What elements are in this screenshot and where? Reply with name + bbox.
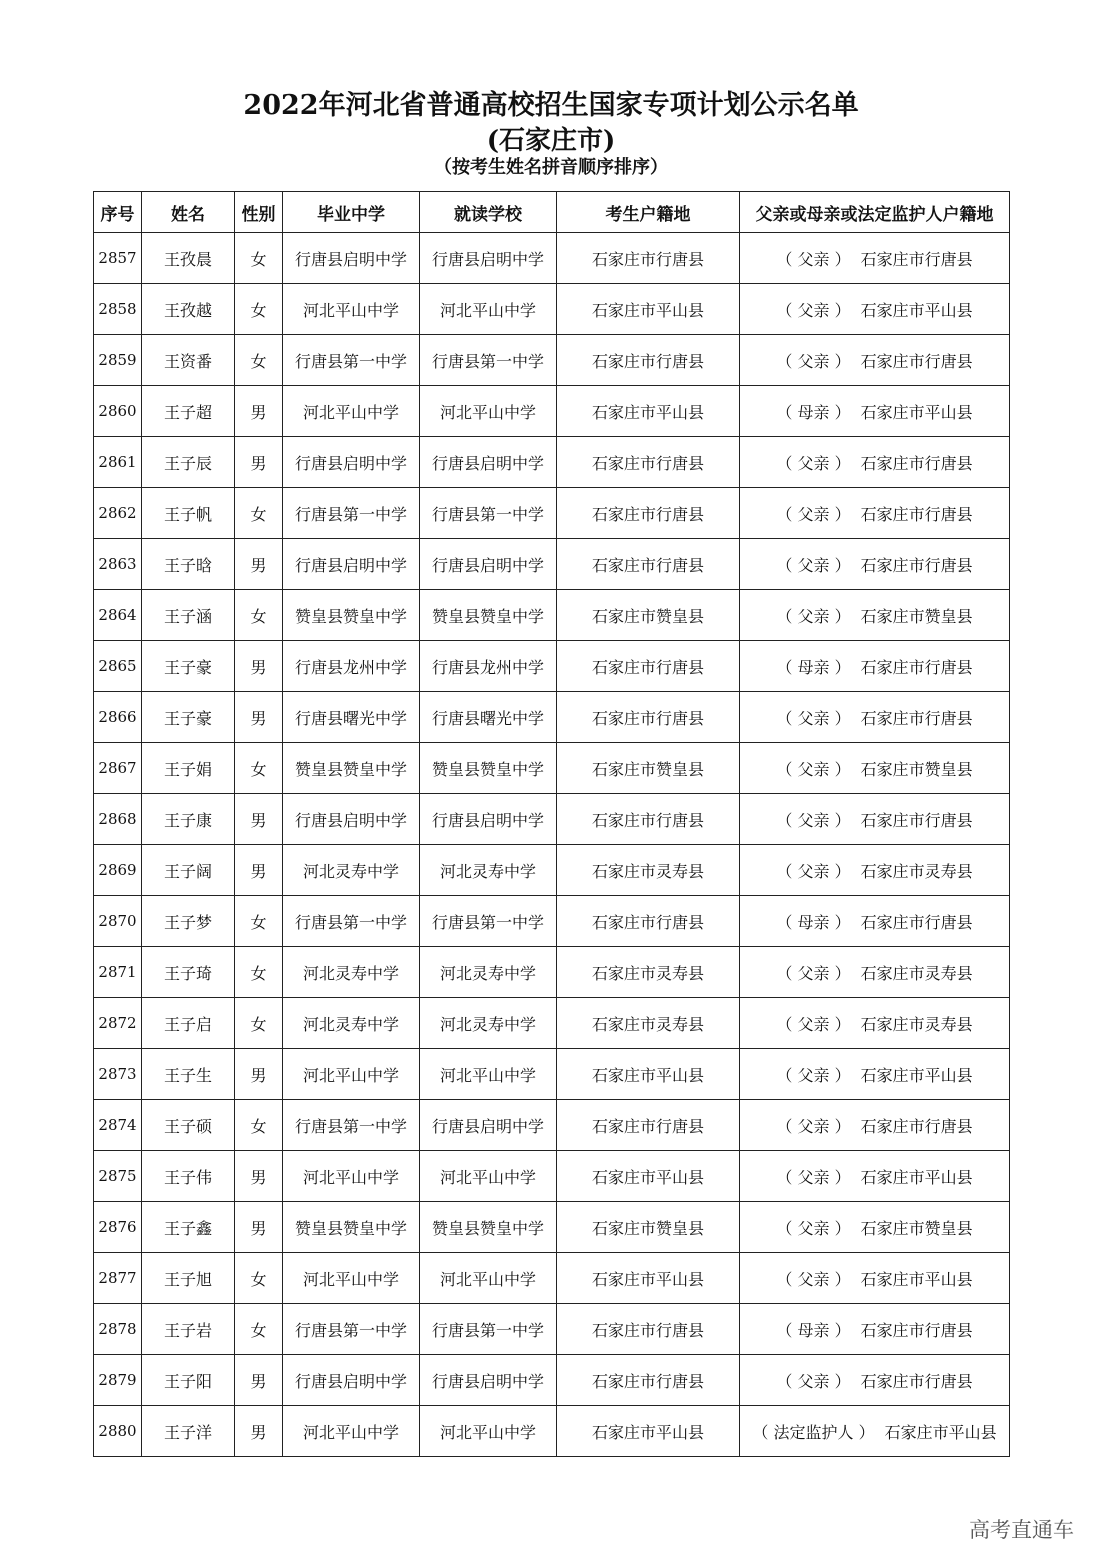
table-row <box>94 590 1010 641</box>
cell-gender: 男 <box>235 1151 283 1202</box>
guardian-role: （ 父亲 ） <box>776 1218 851 1238</box>
cell-graduation-school: 行唐县龙州中学 <box>283 641 420 692</box>
cell-serial: 2860 <box>94 386 142 437</box>
guardian-role: （ 父亲 ） <box>776 606 851 626</box>
cell-name: 王子岩 <box>142 1304 235 1355</box>
cell-name: 王子洋 <box>142 1406 235 1457</box>
document-sort-note: （按考生姓名拼音顺序排序） <box>434 157 668 178</box>
cell-residence: 石家庄市行唐县 <box>557 896 740 947</box>
cell-residence: 石家庄市行唐县 <box>557 1304 740 1355</box>
cell-current-school: 行唐县启明中学 <box>420 1100 557 1151</box>
guardian-role: （ 父亲 ） <box>776 810 851 830</box>
table-row <box>94 437 1010 488</box>
cell-current-school: 行唐县曙光中学 <box>420 692 557 743</box>
cell-current-school: 河北灵寿中学 <box>420 947 557 998</box>
cell-graduation-school: 行唐县启明中学 <box>283 233 420 284</box>
cell-name: 王子帆 <box>142 488 235 539</box>
table-row <box>94 641 1010 692</box>
guardian-residence: 石家庄市平山县 <box>884 1422 997 1442</box>
cell-gender: 女 <box>235 896 283 947</box>
cell-serial: 2864 <box>94 590 142 641</box>
cell-name: 王孜晨 <box>142 233 235 284</box>
guardian-role: （ 父亲 ） <box>776 249 851 269</box>
cell-serial: 2868 <box>94 794 142 845</box>
table-row <box>94 1406 1010 1457</box>
guardian-residence: 石家庄市行唐县 <box>860 912 973 932</box>
guardian-role: （ 母亲 ） <box>776 1320 851 1340</box>
guardian-residence: 石家庄市灵寿县 <box>860 861 973 881</box>
cell-residence: 石家庄市灵寿县 <box>557 998 740 1049</box>
cell-gender: 男 <box>235 692 283 743</box>
cell-guardian <box>740 590 1010 641</box>
guardian-residence: 石家庄市行唐县 <box>860 657 973 677</box>
cell-name: 王子启 <box>142 998 235 1049</box>
cell-residence: 石家庄市行唐县 <box>557 488 740 539</box>
cell-guardian <box>740 386 1010 437</box>
cell-graduation-school: 赞皇县赞皇中学 <box>283 1202 420 1253</box>
cell-current-school: 河北灵寿中学 <box>420 845 557 896</box>
cell-name: 王子涵 <box>142 590 235 641</box>
cell-graduation-school: 行唐县启明中学 <box>283 539 420 590</box>
cell-residence: 石家庄市行唐县 <box>557 437 740 488</box>
cell-guardian <box>740 1049 1010 1100</box>
cell-graduation-school: 河北灵寿中学 <box>283 998 420 1049</box>
cell-graduation-school: 河北灵寿中学 <box>283 845 420 896</box>
cell-gender: 男 <box>235 1406 283 1457</box>
table-row <box>94 896 1010 947</box>
cell-serial: 2861 <box>94 437 142 488</box>
cell-guardian <box>740 743 1010 794</box>
cell-serial: 2873 <box>94 1049 142 1100</box>
cell-serial: 2880 <box>94 1406 142 1457</box>
cell-guardian <box>740 1151 1010 1202</box>
guardian-role: （ 父亲 ） <box>776 861 851 881</box>
cell-current-school: 行唐县第一中学 <box>420 896 557 947</box>
cell-residence: 石家庄市赞皇县 <box>557 1202 740 1253</box>
cell-residence: 石家庄市平山县 <box>557 386 740 437</box>
cell-gender: 男 <box>235 1202 283 1253</box>
document-city: (石家庄市) <box>486 126 616 156</box>
cell-name: 王子阔 <box>142 845 235 896</box>
cell-guardian <box>740 947 1010 998</box>
table-row <box>94 233 1010 284</box>
header-graduation-school: 毕业中学 <box>283 192 420 233</box>
cell-name: 王子伟 <box>142 1151 235 1202</box>
guardian-residence: 石家庄市平山县 <box>860 402 973 422</box>
cell-graduation-school: 行唐县第一中学 <box>283 335 420 386</box>
cell-name: 王子豪 <box>142 641 235 692</box>
cell-graduation-school: 河北平山中学 <box>283 1406 420 1457</box>
cell-current-school: 河北平山中学 <box>420 1049 557 1100</box>
header-guardian-residence: 父亲或母亲或法定监护人户籍地 <box>740 192 1010 233</box>
table-row <box>94 845 1010 896</box>
cell-name: 王子豪 <box>142 692 235 743</box>
guardian-residence: 石家庄市平山县 <box>860 1167 973 1187</box>
table-row <box>94 1355 1010 1406</box>
header-name: 姓名 <box>142 192 235 233</box>
cell-guardian <box>740 437 1010 488</box>
cell-gender: 女 <box>235 590 283 641</box>
cell-gender: 女 <box>235 1253 283 1304</box>
cell-current-school: 河北平山中学 <box>420 1253 557 1304</box>
cell-guardian <box>740 1355 1010 1406</box>
guardian-residence: 石家庄市行唐县 <box>860 810 973 830</box>
cell-graduation-school: 行唐县第一中学 <box>283 1100 420 1151</box>
table-row <box>94 743 1010 794</box>
cell-serial: 2877 <box>94 1253 142 1304</box>
table-row <box>94 1253 1010 1304</box>
table-row <box>94 539 1010 590</box>
cell-current-school: 行唐县启明中学 <box>420 794 557 845</box>
guardian-role: （ 父亲 ） <box>776 1065 851 1085</box>
header-gender: 性别 <box>235 192 283 233</box>
header-residence: 考生户籍地 <box>557 192 740 233</box>
cell-graduation-school: 河北平山中学 <box>283 1049 420 1100</box>
cell-graduation-school: 行唐县第一中学 <box>283 1304 420 1355</box>
table-row <box>94 335 1010 386</box>
guardian-role: （ 父亲 ） <box>776 963 851 983</box>
cell-residence: 石家庄市平山县 <box>557 1151 740 1202</box>
cell-gender: 女 <box>235 488 283 539</box>
table-row <box>94 488 1010 539</box>
cell-serial: 2862 <box>94 488 142 539</box>
cell-gender: 男 <box>235 386 283 437</box>
guardian-role: （ 父亲 ） <box>776 1116 851 1136</box>
cell-gender: 男 <box>235 1049 283 1100</box>
cell-graduation-school: 行唐县第一中学 <box>283 488 420 539</box>
cell-current-school: 河北平山中学 <box>420 386 557 437</box>
cell-serial: 2870 <box>94 896 142 947</box>
table-row <box>94 794 1010 845</box>
cell-serial: 2874 <box>94 1100 142 1151</box>
cell-guardian <box>740 539 1010 590</box>
guardian-residence: 石家庄市行唐县 <box>860 249 973 269</box>
guardian-role: （ 母亲 ） <box>776 657 851 677</box>
cell-residence: 石家庄市行唐县 <box>557 539 740 590</box>
cell-graduation-school: 河北平山中学 <box>283 284 420 335</box>
cell-residence: 石家庄市行唐县 <box>557 794 740 845</box>
header-current-school: 就读学校 <box>420 192 557 233</box>
guardian-role: （ 母亲 ） <box>776 912 851 932</box>
table-row <box>94 692 1010 743</box>
cell-current-school: 赞皇县赞皇中学 <box>420 1202 557 1253</box>
cell-gender: 男 <box>235 641 283 692</box>
cell-name: 王孜越 <box>142 284 235 335</box>
cell-guardian <box>740 1100 1010 1151</box>
header-serial: 序号 <box>94 192 142 233</box>
cell-serial: 2879 <box>94 1355 142 1406</box>
cell-residence: 石家庄市行唐县 <box>557 233 740 284</box>
guardian-residence: 石家庄市平山县 <box>860 1065 973 1085</box>
table-row <box>94 386 1010 437</box>
cell-gender: 女 <box>235 1304 283 1355</box>
guardian-role: （ 母亲 ） <box>776 402 851 422</box>
cell-gender: 女 <box>235 233 283 284</box>
table-row <box>94 1100 1010 1151</box>
table-row <box>94 1202 1010 1253</box>
cell-serial: 2865 <box>94 641 142 692</box>
document-title: 2022年河北省普通高校招生国家专项计划公示名单 <box>243 90 859 121</box>
cell-guardian <box>740 692 1010 743</box>
cell-serial: 2876 <box>94 1202 142 1253</box>
cell-guardian <box>740 845 1010 896</box>
cell-name: 王子旭 <box>142 1253 235 1304</box>
guardian-residence: 石家庄市行唐县 <box>860 555 973 575</box>
cell-residence: 石家庄市灵寿县 <box>557 845 740 896</box>
table-row <box>94 1151 1010 1202</box>
cell-graduation-school: 河北平山中学 <box>283 386 420 437</box>
cell-guardian <box>740 794 1010 845</box>
cell-name: 王子超 <box>142 386 235 437</box>
cell-gender: 男 <box>235 1355 283 1406</box>
cell-residence: 石家庄市赞皇县 <box>557 743 740 794</box>
table-row <box>94 1304 1010 1355</box>
cell-graduation-school: 河北平山中学 <box>283 1253 420 1304</box>
cell-residence: 石家庄市平山县 <box>557 1049 740 1100</box>
cell-guardian <box>740 896 1010 947</box>
cell-name: 王子梦 <box>142 896 235 947</box>
cell-guardian <box>740 488 1010 539</box>
cell-name: 王资番 <box>142 335 235 386</box>
cell-current-school: 河北平山中学 <box>420 1406 557 1457</box>
guardian-residence: 石家庄市平山县 <box>860 1269 973 1289</box>
guardian-residence: 石家庄市行唐县 <box>860 1116 973 1136</box>
cell-serial: 2863 <box>94 539 142 590</box>
cell-residence: 石家庄市行唐县 <box>557 1355 740 1406</box>
cell-current-school: 河北平山中学 <box>420 1151 557 1202</box>
cell-serial: 2866 <box>94 692 142 743</box>
cell-name: 王子琦 <box>142 947 235 998</box>
cell-current-school: 河北平山中学 <box>420 284 557 335</box>
cell-residence: 石家庄市灵寿县 <box>557 947 740 998</box>
cell-graduation-school: 赞皇县赞皇中学 <box>283 743 420 794</box>
cell-name: 王子鑫 <box>142 1202 235 1253</box>
guardian-residence: 石家庄市行唐县 <box>860 504 973 524</box>
cell-residence: 石家庄市行唐县 <box>557 641 740 692</box>
guardian-residence: 石家庄市行唐县 <box>860 1371 973 1391</box>
cell-serial: 2857 <box>94 233 142 284</box>
cell-graduation-school: 行唐县曙光中学 <box>283 692 420 743</box>
cell-gender: 女 <box>235 1100 283 1151</box>
table-row <box>94 284 1010 335</box>
guardian-residence: 石家庄市赞皇县 <box>860 1218 973 1238</box>
cell-gender: 男 <box>235 437 283 488</box>
cell-gender: 男 <box>235 845 283 896</box>
cell-gender: 女 <box>235 947 283 998</box>
cell-name: 王子娟 <box>142 743 235 794</box>
cell-guardian <box>740 641 1010 692</box>
guardian-residence: 石家庄市灵寿县 <box>860 1014 973 1034</box>
cell-residence: 石家庄市平山县 <box>557 284 740 335</box>
cell-gender: 男 <box>235 794 283 845</box>
table-row <box>94 947 1010 998</box>
guardian-residence: 石家庄市行唐县 <box>860 453 973 473</box>
cell-residence: 石家庄市赞皇县 <box>557 590 740 641</box>
cell-serial: 2872 <box>94 998 142 1049</box>
guardian-role: （ 父亲 ） <box>776 1269 851 1289</box>
cell-current-school: 河北灵寿中学 <box>420 998 557 1049</box>
cell-guardian <box>740 1406 1010 1457</box>
cell-name: 王子晗 <box>142 539 235 590</box>
guardian-residence: 石家庄市赞皇县 <box>860 606 973 626</box>
cell-residence: 石家庄市行唐县 <box>557 692 740 743</box>
guardian-residence: 石家庄市行唐县 <box>860 708 973 728</box>
cell-guardian <box>740 335 1010 386</box>
cell-current-school: 行唐县龙州中学 <box>420 641 557 692</box>
cell-graduation-school: 河北平山中学 <box>283 1151 420 1202</box>
cell-graduation-school: 河北灵寿中学 <box>283 947 420 998</box>
guardian-role: （ 父亲 ） <box>776 300 851 320</box>
cell-gender: 女 <box>235 998 283 1049</box>
cell-gender: 男 <box>235 539 283 590</box>
cell-name: 王子阳 <box>142 1355 235 1406</box>
guardian-role: （ 父亲 ） <box>776 504 851 524</box>
cell-guardian <box>740 1253 1010 1304</box>
cell-gender: 女 <box>235 335 283 386</box>
guardian-role: （ 父亲 ） <box>776 1371 851 1391</box>
cell-graduation-school: 行唐县启明中学 <box>283 794 420 845</box>
guardian-role: （ 父亲 ） <box>776 453 851 473</box>
roster-table <box>93 191 1010 1457</box>
cell-guardian <box>740 1202 1010 1253</box>
watermark-text: 高考直通车 <box>969 1518 1074 1542</box>
cell-residence: 石家庄市行唐县 <box>557 1100 740 1151</box>
cell-serial: 2878 <box>94 1304 142 1355</box>
cell-current-school: 行唐县第一中学 <box>420 488 557 539</box>
cell-graduation-school: 行唐县第一中学 <box>283 896 420 947</box>
guardian-role: （ 父亲 ） <box>776 759 851 779</box>
cell-serial: 2867 <box>94 743 142 794</box>
cell-serial: 2858 <box>94 284 142 335</box>
cell-current-school: 行唐县第一中学 <box>420 335 557 386</box>
cell-serial: 2869 <box>94 845 142 896</box>
cell-residence: 石家庄市行唐县 <box>557 335 740 386</box>
cell-current-school: 赞皇县赞皇中学 <box>420 743 557 794</box>
cell-gender: 女 <box>235 284 283 335</box>
guardian-role: （ 父亲 ） <box>776 1167 851 1187</box>
guardian-role: （ 父亲 ） <box>776 555 851 575</box>
cell-graduation-school: 赞皇县赞皇中学 <box>283 590 420 641</box>
guardian-role: （ 父亲 ） <box>776 708 851 728</box>
cell-name: 王子辰 <box>142 437 235 488</box>
table-row <box>94 998 1010 1049</box>
cell-serial: 2875 <box>94 1151 142 1202</box>
cell-name: 王子硕 <box>142 1100 235 1151</box>
cell-graduation-school: 行唐县启明中学 <box>283 1355 420 1406</box>
cell-current-school: 行唐县启明中学 <box>420 1355 557 1406</box>
roster-body <box>94 233 1010 1457</box>
cell-graduation-school: 行唐县启明中学 <box>283 437 420 488</box>
guardian-role: （ 父亲 ） <box>776 1014 851 1034</box>
guardian-residence: 石家庄市行唐县 <box>860 351 973 371</box>
table-header-row <box>94 192 1010 233</box>
cell-residence: 石家庄市平山县 <box>557 1406 740 1457</box>
cell-current-school: 行唐县启明中学 <box>420 233 557 284</box>
cell-name: 王子康 <box>142 794 235 845</box>
guardian-residence: 石家庄市灵寿县 <box>860 963 973 983</box>
guardian-residence: 石家庄市赞皇县 <box>860 759 973 779</box>
guardian-residence: 石家庄市平山县 <box>860 300 973 320</box>
cell-serial: 2859 <box>94 335 142 386</box>
guardian-role: （ 父亲 ） <box>776 351 851 371</box>
cell-current-school: 行唐县第一中学 <box>420 1304 557 1355</box>
guardian-role: （ 法定监护人 ） <box>752 1422 875 1442</box>
cell-serial: 2871 <box>94 947 142 998</box>
cell-current-school: 赞皇县赞皇中学 <box>420 590 557 641</box>
cell-gender: 女 <box>235 743 283 794</box>
cell-guardian <box>740 233 1010 284</box>
table-row <box>94 1049 1010 1100</box>
cell-guardian <box>740 1304 1010 1355</box>
cell-name: 王子生 <box>142 1049 235 1100</box>
cell-residence: 石家庄市平山县 <box>557 1253 740 1304</box>
cell-current-school: 行唐县启明中学 <box>420 437 557 488</box>
cell-guardian <box>740 998 1010 1049</box>
cell-guardian <box>740 284 1010 335</box>
cell-current-school: 行唐县启明中学 <box>420 539 557 590</box>
guardian-residence: 石家庄市行唐县 <box>860 1320 973 1340</box>
